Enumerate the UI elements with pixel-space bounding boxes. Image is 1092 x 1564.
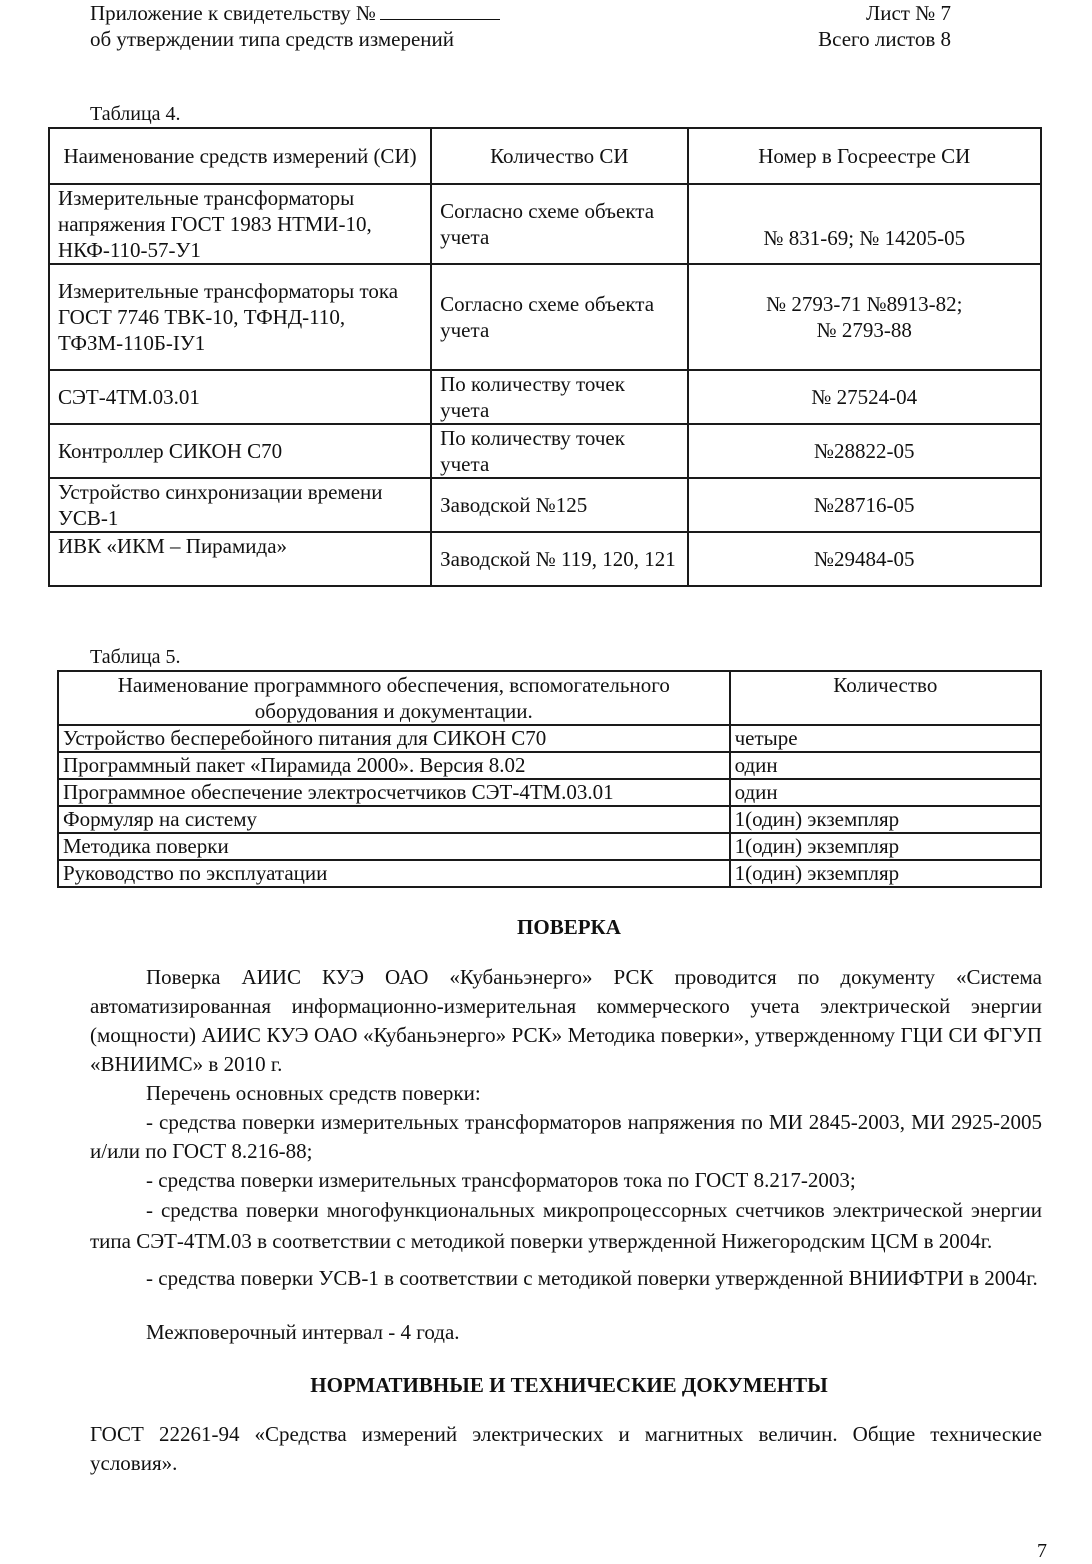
- page-number: 7: [1037, 1540, 1047, 1562]
- table-header-row: [58, 671, 1041, 725]
- sheet-number: Лист № 7: [865, 1, 951, 25]
- cell-name: Программный пакет «Пирамида 2000». Версия 8.02: [58, 752, 730, 779]
- verification-heading: ПОВЕРКА: [517, 915, 621, 939]
- table-row: [58, 833, 1041, 860]
- table-row: [49, 370, 1041, 424]
- table-row: [49, 424, 1041, 478]
- cell-registry: № 2793-71 №8913-82; № 2793-88: [688, 264, 1041, 370]
- cell-name: Измерительные трансформаторы тока ГОСТ 7746 ТВК-10, ТФНД-110, ТФЗМ-110Б-IУ1: [49, 264, 431, 370]
- header-right: [818, 0, 951, 52]
- verification-intro-text: Поверка АИИС КУЭ ОАО «Кубаньэнерго» РСК проводится по документу «Система автоматизированная информационно-измерительная коммерческого учета электрической энергии (мощности) АИИС КУЭ ОАО «Кубаньэнерго» РСК» Методика поверки», утвержденному ГЦИ СИ ФГУП «ВНИИМС» в 2010 г.: [90, 965, 1042, 1076]
- table-row: [58, 860, 1041, 887]
- table-header-row: [49, 128, 1041, 184]
- cell-name: Контроллер СИКОН С70: [49, 424, 431, 478]
- cell-quantity: 1(один) экземпляр: [730, 860, 1041, 887]
- cell-quantity: один: [730, 779, 1041, 806]
- cell-quantity: По количеству точек учета: [431, 424, 687, 478]
- column-header-name: Наименование средств измерений (СИ): [49, 128, 431, 184]
- cell-quantity: четыре: [730, 725, 1041, 752]
- total-sheets: Всего листов 8: [818, 27, 951, 51]
- column-header-quantity: Количество СИ: [431, 128, 687, 184]
- verification-interval-text: Межповерочный интервал - 4 года.: [146, 1320, 460, 1344]
- cell-registry: №28716-05: [688, 478, 1041, 532]
- certificate-number-blank: [380, 1, 500, 20]
- certificate-annex-label: Приложение к свидетельству №: [90, 1, 376, 25]
- cell-registry: № 831-69; № 14205-05: [688, 184, 1041, 264]
- software-equipment-table: [57, 670, 1042, 888]
- table-row: [58, 725, 1041, 752]
- verification-item-text: - средства поверки измерительных трансформаторов тока по ГОСТ 8.217-2003;: [146, 1168, 856, 1192]
- table-row: [49, 184, 1041, 264]
- table-row: [49, 264, 1041, 370]
- verification-item-text: - средства поверки многофункциональных микропроцессорных счетчиков электрической энергии типа СЭТ-4ТМ.03 в соответствии с методикой поверки утвержденной Нижегородским ЦСМ в 2004г.: [90, 1198, 1042, 1253]
- cell-name: Руководство по эксплуатации: [58, 860, 730, 887]
- verification-item: [90, 1178, 1042, 1257]
- normative-docs-heading: НОРМАТИВНЫЕ И ТЕХНИЧЕСКИЕ ДОКУМЕНТЫ: [310, 1373, 828, 1397]
- cell-quantity: Заводской № 119, 120, 121: [431, 532, 687, 586]
- cell-registry: № 27524-04: [688, 370, 1041, 424]
- cell-quantity: Согласно схеме объекта учета: [431, 264, 687, 370]
- cell-name: Формуляр на систему: [58, 806, 730, 833]
- cell-name: Устройство бесперебойного питания для СИКОН С70: [58, 725, 730, 752]
- column-header-name: Наименование программного обеспечения, вспомогательного оборудования и документации.: [58, 671, 730, 725]
- approval-type-label: об утверждении типа средств измерений: [90, 27, 455, 51]
- table-row: [49, 532, 1041, 586]
- cell-quantity: Заводской №125: [431, 478, 687, 532]
- cell-name: Методика поверки: [58, 833, 730, 860]
- table-row: [49, 478, 1041, 532]
- cell-name: ИВК «ИКМ – Пирамида»: [49, 532, 431, 586]
- table-row: [58, 779, 1041, 806]
- verification-list-title: [90, 1079, 1042, 1108]
- cell-name: Устройство синхронизации времени УСВ-1: [49, 478, 431, 532]
- cell-registry: №29484-05: [688, 532, 1041, 586]
- cell-name: СЭТ-4ТМ.03.01: [49, 370, 431, 424]
- cell-name: Программное обеспечение электросчетчиков СЭТ-4ТМ.03.01: [58, 779, 730, 806]
- verification-item-text: - средства поверки измерительных трансформаторов напряжения по МИ 2845-2003, МИ 2925-2005 и/или по ГОСТ 8.216-88;: [90, 1110, 1042, 1163]
- verification-interval: [90, 1318, 1042, 1347]
- normative-docs-text: ГОСТ 22261-94 «Средства измерений электрических и магнитных величин. Общие технические условия».: [90, 1422, 1042, 1475]
- cell-quantity: один: [730, 752, 1041, 779]
- verification-intro: [90, 963, 1042, 1079]
- verification-item: [90, 1264, 1042, 1293]
- cell-quantity: 1(один) экземпляр: [730, 833, 1041, 860]
- table-row: [58, 806, 1041, 833]
- cell-name: Измерительные трансформаторы напряжения ГОСТ 1983 НТМИ-10, НКФ-110-57-У1: [49, 184, 431, 264]
- table4-caption: Таблица 4.: [90, 103, 181, 125]
- measuring-instruments-table: [48, 127, 1042, 587]
- verification-item-text: - средства поверки УСВ-1 в соответствии с методикой поверки утвержденной ВНИИФТРИ в 2004г.: [146, 1266, 1038, 1290]
- table5-caption: Таблица 5.: [90, 646, 181, 668]
- verification-list-title-text: Перечень основных средств поверки:: [146, 1081, 481, 1105]
- cell-quantity: По количеству точек учета: [431, 370, 687, 424]
- verification-item: [90, 1108, 1042, 1166]
- header-left: [90, 0, 500, 52]
- table-row: [58, 752, 1041, 779]
- column-header-quantity: Количество: [730, 671, 1041, 725]
- cell-registry: №28822-05: [688, 424, 1041, 478]
- column-header-registry: Номер в Госреестре СИ: [688, 128, 1041, 184]
- cell-quantity: Согласно схеме объекта учета: [431, 184, 687, 264]
- cell-quantity: 1(один) экземпляр: [730, 806, 1041, 833]
